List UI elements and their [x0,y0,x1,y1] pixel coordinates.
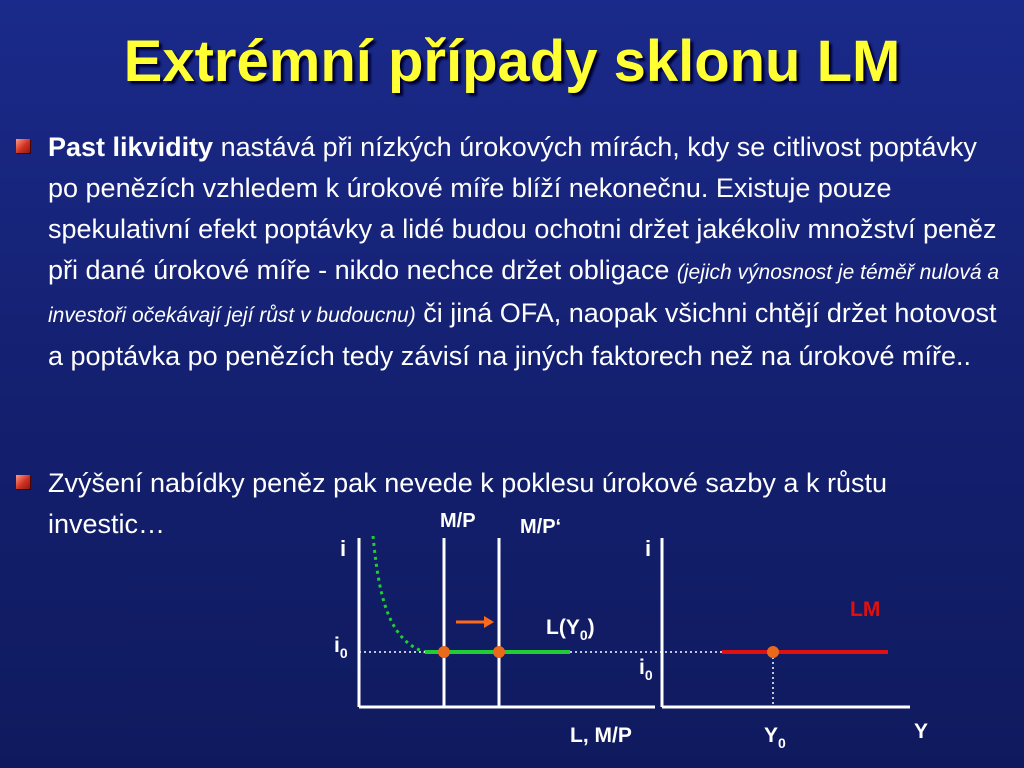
bullet-1-text-a: nastává při nízkých úrokových mírách, kdy se citlivost poptávky po penězích vzhledem k úrokové míře blíží nekonečnu. Existuje pouze spekulativní efekt poptávky a lidé budou ochotni držet jakékoliv množství peněz při dané úrokové míře - nikdo nechce držet obligace [48,132,997,285]
money-demand-label: $L(Y_0)$ [546,616,595,643]
right-x-axis-label: Y [914,720,929,743]
lm-curve-label: LM [850,598,881,621]
right-i0-label: $i_0$ [639,656,653,683]
bullet-1-text-b: či jiná OFA, naopak všichni chtějí držet hotovost a poptávka po penězích tedy závisí na jiných faktorech než na úrokové míře.. [48,298,997,371]
y0-label: $Y_0$ [764,724,786,751]
left-y-axis-label: i [340,536,347,561]
equilibrium-point-shifted [493,646,505,658]
shift-arrow-icon [484,616,494,628]
lm-diagram [639,536,928,751]
money-demand-dotted-curve [373,536,425,652]
money-supply-shifted-label: M/P‘ [520,516,562,538]
slide-title: Extrémní případy sklonu LM [123,29,901,94]
right-y-axis-label: i [645,536,652,561]
bullet-2-text: Zvýšení nabídky peněz pak nevede k poklesu úrokové sazby a k růstu investic… [48,468,887,539]
equilibrium-point [438,646,450,658]
bullet-1-italic: (jejich výnosnost je téměř nulová a investoři očekávají její růst v budoucnu) [48,261,1000,327]
bullet-1-bold-lead: Past likvidity [48,132,214,162]
lm-equilibrium-point [767,646,779,658]
money-market-diagram [334,510,655,747]
money-supply-label: M/P [440,510,476,532]
left-i0-label: $i_0$ [334,634,348,661]
left-x-axis-label: L, M/P [570,724,632,747]
